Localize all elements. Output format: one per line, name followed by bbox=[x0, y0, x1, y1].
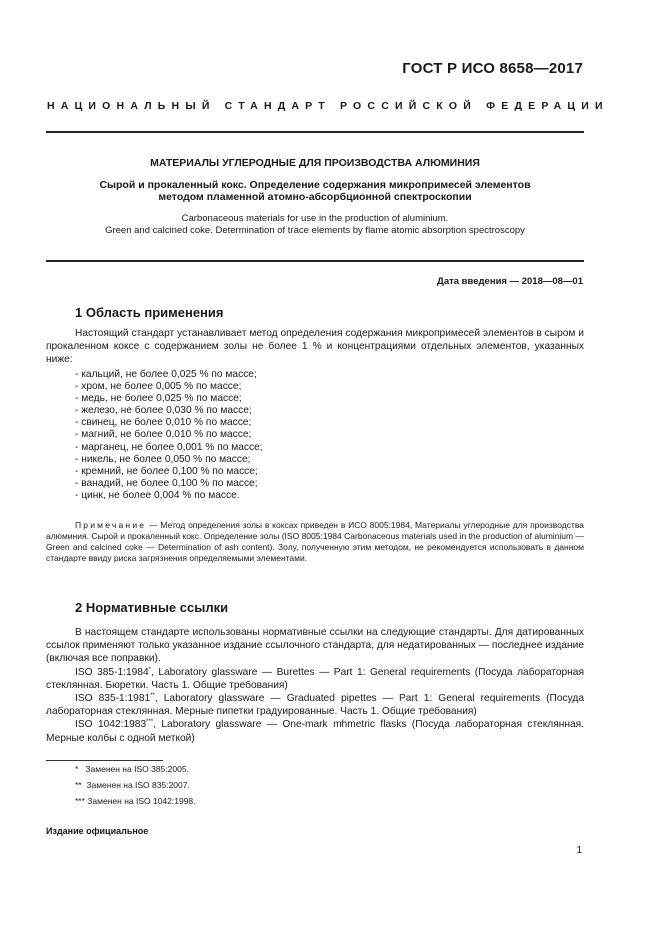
reference-text: , Laboratory glassware — Burettes — Part 1: General requirements (Посуда лабораторная стеклянная. Бюретки. Часть 1. Общие требования) bbox=[46, 666, 584, 691]
reference-item bbox=[46, 692, 584, 718]
header-divider bbox=[46, 131, 584, 133]
national-standard-banner: НАЦИОНАЛЬНЫЙ СТАНДАРТ РОССИЙСКОЙ ФЕДЕРАЦИИ bbox=[47, 100, 609, 112]
list-item: - свинец, не более 0,010 % по массе; bbox=[75, 417, 252, 429]
list-item: - никель, не более 0,050 % по массе; bbox=[75, 453, 251, 465]
document-subtitle bbox=[46, 179, 584, 203]
footnote-mark: * bbox=[148, 666, 151, 673]
subtitle-line-1: Сырой и прокаленный кокс. Определение содержания микропримесей элементов bbox=[99, 179, 531, 191]
reference-item bbox=[46, 718, 584, 744]
list-item: - кальций, не более 0,025 % по массе; bbox=[75, 369, 257, 380]
list-item: - железо, не более 0,030 % по массе; bbox=[75, 405, 252, 417]
subtitle-line-2: методом пламенной атомно-абсорбционной спектроскопии bbox=[158, 191, 472, 203]
english-title-line-2: Green and calcined coke. Determination of trace elements by flame atomic absorption spectroscopy bbox=[105, 225, 525, 236]
footnote: * Заменен на ISO 385:2005. bbox=[75, 764, 189, 774]
reference-item bbox=[46, 666, 584, 692]
elements-list bbox=[75, 369, 263, 502]
standard-code: ГОСТ Р ИСО 8658—2017 bbox=[402, 60, 583, 77]
footnote-mark: ** bbox=[150, 693, 155, 700]
list-item: - магний, не более 0,010 % по массе; bbox=[75, 429, 252, 441]
list-item: - кремний, не более 0,100 % по массе; bbox=[75, 465, 258, 477]
title-divider bbox=[46, 260, 584, 262]
section-1-heading: 1 Область применения bbox=[75, 305, 224, 320]
footnote: *** Заменен на ISO 1042:1998. bbox=[75, 796, 196, 806]
english-title bbox=[46, 213, 584, 237]
edition-label: Издание официальное bbox=[46, 826, 149, 836]
english-title-line-1: Carbonaceous materials for use in the production of aluminium. bbox=[181, 213, 449, 224]
footnote: ** Заменен на ISO 835:2007. bbox=[75, 780, 190, 790]
list-item: - хром, не более 0,005 % по массе; bbox=[75, 381, 242, 393]
introduction-date: Дата введения — 2018—08—01 bbox=[437, 276, 583, 287]
document-title: МАТЕРИАЛЫ УГЛЕРОДНЫЕ ДЛЯ ПРОИЗВОДСТВА АЛЮМИНИЯ bbox=[150, 157, 480, 169]
footnote-mark: *** bbox=[146, 719, 154, 726]
note-text: — Метод определения золы в коксах приведен в ИСО 8005:1984, Материалы углеродные для производства алюминия. Сырой и прокаленный кокс. Определение золы (ISO 8005:1984 Carbonaceous materials used in the production of aluminium — Green and calcined coke — Determination of ash content). Золу, полученную этим методом, не рекомендуется использовать в данном стандарте ввиду риска загрязнения определяемыми элементами. bbox=[46, 520, 584, 563]
list-item: - медь, не более 0,025 % по массе; bbox=[75, 393, 242, 405]
section-2-heading: 2 Нормативные ссылки bbox=[75, 600, 229, 615]
section-2-paragraph: В настоящем стандарте использованы нормативные ссылки на следующие стандарты. Для датированных ссылок применяют только указанное издание ссылочного стандарта, для недатированных — последнее издание (включая все поправки). bbox=[46, 627, 584, 665]
reference-text: , Laboratory glassware — Graduated pipettes — Part 1: General requirements (Посуда лабораторная стеклянная. Мерные пипетки градуированные. Часть 1. Общие требования) bbox=[46, 693, 584, 718]
section-1-paragraph: Настоящий стандарт устанавливает метод определения содержания микропримесей элементов в сыром и прокаленном коксе с содержанием золы не более 1 % и концентрациями отдельных элементов, указанных ниже: bbox=[46, 328, 584, 366]
reference-code: ISO 1042:1983 bbox=[75, 719, 147, 731]
list-item: - марганец, не более 0,001 % по массе; bbox=[75, 441, 263, 453]
reference-text: , Laboratory glassware — One-mark mhmetric flasks (Посуда лабораторная стеклянная. Мерные колбы с одной меткой) bbox=[46, 719, 584, 744]
section-1-note bbox=[46, 520, 584, 564]
footnotes bbox=[75, 761, 196, 809]
reference-code: ISO 385-1:1984 bbox=[75, 666, 149, 678]
page-number: 1 bbox=[576, 845, 582, 856]
section-2-body bbox=[46, 626, 584, 745]
note-label: Примечание bbox=[75, 520, 147, 530]
reference-code: ISO 835-1:1981 bbox=[75, 693, 151, 705]
list-item: - цинк, не более 0,004 % по массе. bbox=[75, 489, 240, 501]
list-item: - ванадий, не более 0,100 % по массе; bbox=[75, 477, 258, 489]
